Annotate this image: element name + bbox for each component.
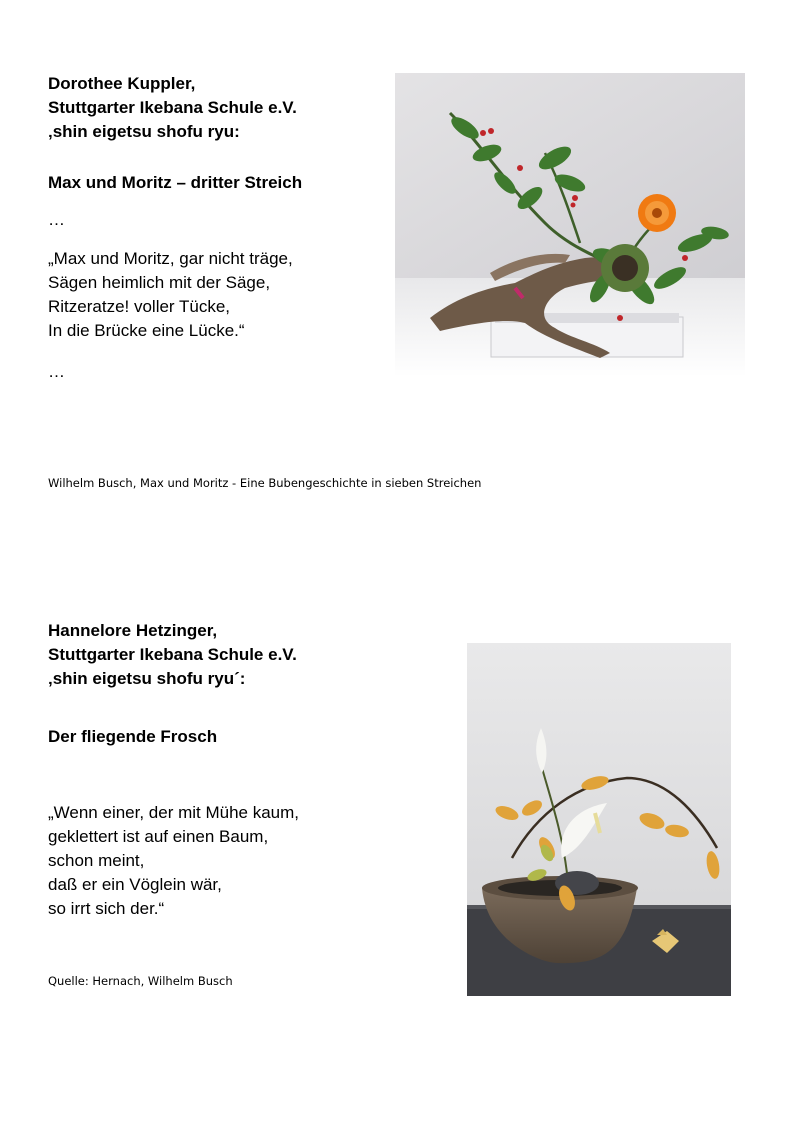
entry2-poem bbox=[48, 801, 299, 921]
entry1-poem bbox=[48, 247, 293, 343]
entry2-source: Quelle: Hernach, Wilhelm Busch bbox=[48, 974, 233, 988]
poem-line: „Wenn einer, der mit Mühe kaum, bbox=[48, 803, 300, 822]
entry2-school: Stuttgarter Ikebana Schule e.V. bbox=[48, 645, 297, 664]
entry2-header bbox=[48, 619, 297, 691]
poem-line: Sägen heimlich mit der Säge, bbox=[48, 273, 271, 292]
poem-line: schon meint, bbox=[48, 851, 145, 870]
entry2-author: Hannelore Hetzinger, bbox=[48, 621, 218, 640]
poem-line: In die Brücke eine Lücke.“ bbox=[48, 321, 245, 340]
entry1-header bbox=[48, 72, 297, 144]
poem-line: Ritzeratze! voller Tücke, bbox=[48, 297, 231, 316]
entry1-ellipsis-top: … bbox=[48, 210, 65, 229]
entry1-school: Stuttgarter Ikebana Schule e.V. bbox=[48, 98, 297, 117]
poem-line: „Max und Moritz, gar nicht träge, bbox=[48, 249, 293, 268]
entry1-ellipsis-bottom: … bbox=[48, 362, 65, 381]
entry1-style: ‚shin eigetsu shofu ryu: bbox=[48, 122, 240, 141]
entry2-style: ‚shin eigetsu shofu ryu´: bbox=[48, 669, 246, 688]
entry1-title: Max und Moritz – dritter Streich bbox=[48, 173, 303, 192]
poem-line: geklettert ist auf einen Baum, bbox=[48, 827, 269, 846]
poem-line: so irrt sich der.“ bbox=[48, 899, 165, 918]
ikebana-photo-driftwood bbox=[395, 73, 745, 377]
entry2-title: Der fliegende Frosch bbox=[48, 727, 218, 746]
entry1-author: Dorothee Kuppler, bbox=[48, 74, 196, 93]
poem-line: daß er ein Vöglein wär, bbox=[48, 875, 222, 894]
ikebana-photo-bowl bbox=[467, 643, 731, 996]
entry1-source: Wilhelm Busch, Max und Moritz - Eine Bubengeschichte in sieben Streichen bbox=[48, 476, 482, 490]
